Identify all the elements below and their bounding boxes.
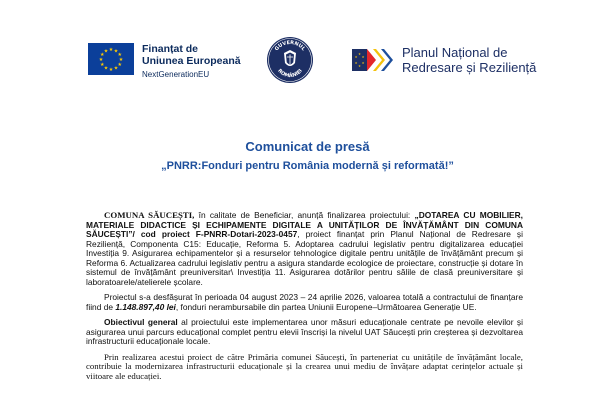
pnrr-arrows-icon — [352, 45, 396, 75]
eu-logo-line2: Uniunea Europeană — [142, 55, 241, 67]
p1-text-1: în calitate de Beneficiar, anunță finalizarea proiectului: — [194, 210, 415, 220]
svg-text:★: ★ — [108, 67, 114, 73]
project-name: „DOTAREA CU MOBILIER, MATERIALE DIDACTICE ȘI ECHIPAMENTE DIGITALE A UNITĂȚILOR DE ÎNVĂȚĂMÂNT DIN COMUNA SĂUCEȘTI”/ cod proiect F-PNRR-Dotari-2023-0457 — [86, 210, 523, 239]
pnrr-logo-line1: Planul Național de — [402, 45, 508, 60]
svg-text:★: ★ — [361, 55, 365, 59]
svg-text:★: ★ — [98, 57, 104, 63]
pnrr-logo-line2: Redresare și Reziliență — [402, 60, 537, 75]
svg-text:★: ★ — [354, 55, 358, 59]
eu-flag-icon — [88, 43, 134, 75]
eu-funding-logo — [88, 43, 241, 81]
svg-text:★: ★ — [113, 48, 119, 55]
paragraph-project-announcement — [86, 211, 523, 287]
beneficiary-name: COMUNA SĂUCEȘTI, — [104, 210, 195, 220]
press-release-subtitle: „PNRR:Fonduri pentru România modernă și reformată!” — [161, 160, 454, 172]
svg-text:GUVERNUL: GUVERNUL — [273, 39, 307, 53]
eu-logo-line1: Finanțat de — [142, 43, 199, 55]
p3-text-1: al proiectului este implementarea unor măsuri educaționale centrate pe nevoile elevilor și asigurarea unui parcurs educațional complet pentru elevii înscriși la nivelul UAT Săucești prin creșterea și dezvoltarea infrastructurii educaționale locale. — [86, 317, 523, 346]
p2-text-2: , fonduri nerambursabile din partea Uniunii Europene–Următoarea Generație UE. — [175, 301, 477, 312]
objective-label: Obiectivul general — [104, 317, 178, 327]
svg-text:ROMÂNIEI: ROMÂNIEI — [276, 68, 304, 80]
svg-text:★: ★ — [117, 52, 122, 58]
svg-text:★: ★ — [358, 64, 361, 68]
p4-text-1: Prin realizarea acestui proiect de către Primăria comunei Săucești, în parteneriat cu unitățile de învățământ locale, contribuie la modernizarea infrastructurii educaționale și la crearea unui mediu de învățare adaptat cerințelor actuale și viitoare ale educației. — [86, 351, 523, 381]
svg-text:★: ★ — [103, 65, 109, 72]
eu-logo-line3: NextGenerationEU — [142, 70, 210, 79]
government-emblem-icon — [266, 36, 314, 84]
svg-text:★: ★ — [118, 57, 124, 63]
svg-text:★: ★ — [358, 52, 361, 56]
press-release-title: Comunicat de presă — [245, 139, 370, 154]
paragraph-contribution — [86, 353, 523, 382]
paragraph-general-objective — [86, 318, 523, 347]
p1-text-2: , proiect finanțat prin Planul Național de Redresare și Reziliență, Componenta C15: Educație, Reforma 5. Adoptarea cadrului legislativ pentru digitalizarea educației Investiția 9. Asigurarea echipamentelor și a resurselor tehnologice digitale pentru unitățile de învățământ precum și Reforma 6. Actualizarea cadrului legislativ pentru a asigura standarde ecologice de proiectare, construcție și dotare în sistemul de învățământ preuniversitar\ Investiția 11. Asigurarea dotărilor pentru sălile de clasă preuniversitare și laboratoarele/atelierele școlare. — [86, 229, 523, 287]
svg-text:★: ★ — [354, 61, 358, 65]
svg-text:★: ★ — [100, 62, 105, 68]
svg-text:★: ★ — [361, 61, 365, 65]
p2-text-1: Proiectul s-a desfășurat în perioada 04 august 2023 – 24 aprilie 2026, valoarea totală a contractului de finanțare fiind de — [86, 292, 523, 312]
paragraph-project-period — [86, 293, 523, 312]
svg-text:★: ★ — [108, 47, 114, 53]
svg-text:★: ★ — [113, 65, 119, 72]
press-release-body — [86, 211, 523, 387]
svg-text:★: ★ — [117, 62, 122, 68]
svg-text:★: ★ — [100, 52, 105, 58]
contract-amount: 1.148.897,40 lei — [115, 301, 176, 312]
svg-text:★: ★ — [103, 48, 109, 55]
pnrr-logo — [352, 45, 536, 75]
